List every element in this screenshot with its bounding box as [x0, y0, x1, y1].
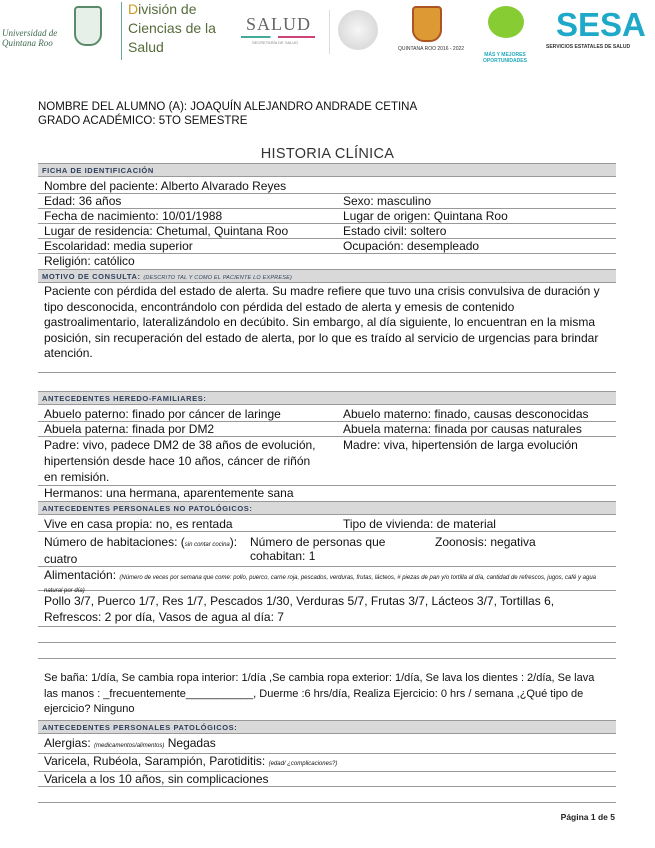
field-alimentacion	[38, 567, 616, 594]
university-crest-icon	[74, 6, 102, 46]
field-exantematicas	[38, 754, 343, 771]
section-header-app: ANTECEDENTES PERSONALES PATOLÓGICOS:	[38, 720, 616, 734]
division-logo: División de Ciencias de la Salud	[128, 1, 216, 55]
page-number: Página 1 de 5	[560, 812, 615, 822]
field-ocupacion: Ocupación: desempleado	[343, 239, 480, 253]
hab-hint: sin contar cocina	[184, 542, 230, 548]
section-header-apnp: ANTECEDENTES PERSONALES NO PATOLÓGICOS:	[38, 501, 616, 515]
alim-label: Alimentación:	[44, 568, 117, 582]
tree-logo-icon	[488, 6, 524, 38]
salud-subtitle: SECRETARÍA DE SALUD	[252, 40, 299, 45]
university-logo	[2, 4, 122, 60]
hab-label: Número de habitaciones: (	[44, 535, 185, 549]
field-habitaciones	[38, 535, 250, 566]
blank-line	[38, 643, 616, 659]
divider	[121, 2, 122, 60]
alergias-hint: (medicamentos/alimentos)	[94, 742, 165, 749]
section-header-heredo: ANTECEDENTES HEREDO-FAMILIARES:	[38, 391, 616, 405]
exant-label: Varicela, Rubéola, Sarampión, Parotiditis:	[44, 753, 266, 768]
field-origen: Lugar de origen: Quintana Roo	[343, 209, 508, 223]
section-header-ficha: FICHA DE IDENTIFICACIÓN	[38, 163, 616, 177]
field-residencia: Lugar de residencia: Chetumal, Quintana Roo	[44, 224, 289, 238]
exant-hint: (edad/ ¿complicaciones?)	[268, 760, 338, 767]
division-line: ivisión de	[138, 1, 197, 17]
field-sexo: Sexo: masculino	[343, 194, 432, 208]
student-info	[38, 100, 417, 128]
page-title: HISTORIA CLÍNICA	[260, 146, 395, 162]
field-alergias	[38, 736, 222, 753]
university-name-text: Universidad de Quintana Roo	[2, 28, 58, 48]
field-hermanos: Hermanos: una hermana, aparentemente sana	[44, 486, 294, 500]
field-nombre: Nombre del paciente: Alberto Alvarado Reyes	[44, 179, 287, 193]
divider	[329, 10, 330, 54]
field-higiene: Se baña: 1/día, Se cambia ropa interior: 1/día ,Se cambia ropa exterior: 1/día, Se lava los dientes : 2/día, Se lava las manos : _frecuentemente___________, Duerme :6 hrs/día, Realiza Ejercicio: 0 hrs / semana ,¿Qué tipo de ejercicio? Ninguno	[44, 672, 595, 715]
tree-logo-text: MÁS Y MEJORES OPORTUNIDADES	[483, 52, 527, 64]
salud-bar	[241, 36, 315, 38]
alergias-value: Negadas	[167, 735, 216, 750]
field-padre: Padre: vivo, padece DM2 de 38 años de evolución, hipertensión desde hace 10 años, cáncer de riñón en remisión.	[44, 438, 316, 484]
division-line: Ciencias de la	[128, 20, 216, 36]
field-fecha: Fecha de nacimiento: 10/01/1988	[44, 209, 223, 223]
blank-line	[38, 627, 616, 643]
field-abuelo-paterno: Abuelo paterno: finado por cáncer de laringe	[44, 407, 281, 421]
hab-value: ): cuatro	[44, 535, 238, 566]
motivo-hint: (DESCRITO TAL Y COMO EL PACIENTE LO EXPRESE)	[143, 275, 292, 281]
salud-logo: SALUD	[246, 14, 312, 34]
student-name: NOMBRE DEL ALUMNO (A): JOAQUÍN ALEJANDRO ANDRADE CETINA	[38, 101, 418, 113]
qroo-label	[398, 46, 464, 52]
blank-line	[38, 787, 616, 803]
qroo-name: QUINTANA ROO	[398, 46, 436, 52]
motivo-text: Paciente con pérdida del estado de alerta. Su madre refiere que tuvo una crisis convulsiva de duración y tipo desconocida, encontrándolo con pérdida del estado de alerta y emesis de contenido gastroalimentario, lateralizándolo en decúbito. Sin embargo, al día siguiente, lo encuentran en la misma posición, sin recuperación del estado de alerta, por lo que es traído al servicio de urgencias para brindar atención.	[38, 283, 616, 373]
alim-value: Pollo 3/7, Puerco 1/7, Res 1/7, Pescados 1/30, Verduras 5/7, Frutas 3/7, Lácteos 3/7, Tortillas 6, Refrescos: 2 por día, Vasos de agua al día: 7	[38, 591, 616, 627]
alim-hint: (Número de veces por semana que come: pollo, puerco, carne roja, pescados, verduras, frutas, lácteos, # piezas de pan y/o tortilla al día, cantidad de refrescos, jugos, café y agua natural por día)	[44, 575, 596, 594]
field-abuela-materna: Abuela materna: finada por causas naturales	[343, 422, 582, 436]
field-escolaridad: Escolaridad: media superior	[44, 239, 193, 253]
mexico-seal-icon	[338, 10, 378, 50]
quintana-roo-crest-icon	[412, 6, 442, 42]
field-abuela-paterna: Abuela paterna: finada por DM2	[44, 422, 215, 436]
field-vivienda: Tipo de vivienda: de material	[343, 517, 496, 531]
field-edad: Edad: 36 años	[44, 194, 122, 208]
field-casa: Vive en casa propia: no, es rentada	[44, 517, 233, 531]
header-logos	[0, 0, 655, 62]
clinical-form	[38, 163, 616, 803]
field-civil: Estado civil: soltero	[343, 224, 447, 238]
section-header-motivo	[38, 269, 616, 283]
exant-value: Varicela a los 10 años, sin complicaciones	[44, 771, 269, 786]
sesa-subtitle: SERVICIOS ESTATALES DE SALUD	[546, 44, 631, 50]
field-personas: Número de personas que cohabitan: 1	[250, 535, 386, 563]
field-madre: Madre: viva, hipertensión de larga evolución	[343, 438, 578, 452]
sesa-logo: SESA	[556, 6, 646, 43]
motivo-title: MOTIVO DE CONSULTA:	[42, 272, 141, 281]
alergias-label: Alergias:	[44, 735, 91, 750]
qroo-years: 2016 - 2022	[437, 46, 465, 52]
division-line: Salud	[128, 39, 164, 55]
student-grade: GRADO ACADÉMICO: 5TO SEMESTRE	[38, 115, 248, 127]
field-zoonosis: Zoonosis: negativa	[435, 535, 536, 549]
field-abuelo-materno: Abuelo materno: finado, causas desconocidas	[343, 407, 589, 421]
field-religion: Religión: católico	[44, 254, 135, 268]
